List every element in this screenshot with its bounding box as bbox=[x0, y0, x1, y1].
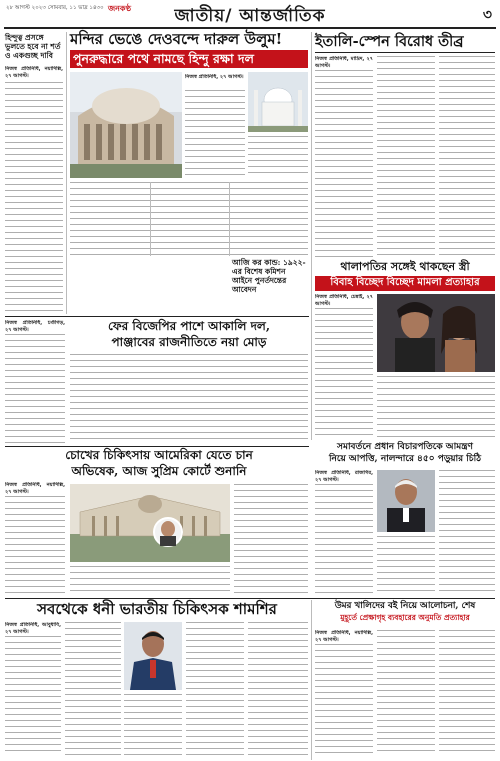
italy-spain-body-col2 bbox=[377, 56, 435, 258]
abhishek-headline-top: চোখের চিকিৎসায় আমেরিকা যেতে চান bbox=[65, 448, 253, 462]
hindu-left-byline: নিজস্ব প্রতিনিধি, নয়াদিল্লি, ২৭ আগস্ট। bbox=[5, 66, 63, 80]
masthead-logo: জনকণ্ঠ bbox=[108, 3, 132, 13]
section-title: জাতীয়/ আন্তর্জাতিক bbox=[174, 6, 326, 26]
deoband-body-bottom bbox=[70, 182, 308, 256]
section-rule bbox=[5, 598, 495, 599]
italy-spain-body-col1 bbox=[315, 70, 373, 258]
abhishek-headline-bottom: অভিষেক, আজ সুপ্রিম কোর্টে শুনানি bbox=[71, 464, 247, 478]
page-header bbox=[0, 0, 500, 28]
page-number: ৩ bbox=[482, 7, 492, 23]
doctor-body-col2 bbox=[65, 622, 121, 756]
deoband-photo bbox=[70, 72, 182, 178]
akali-body-col1 bbox=[5, 334, 65, 444]
deoband-body-col2 bbox=[248, 136, 308, 176]
nalanda-body-col3 bbox=[439, 470, 495, 594]
thalapathy-byline: নিজস্ব প্রতিনিধি, চেন্নাই, ২৭ আগস্ট। bbox=[315, 294, 373, 308]
hindu-left-headline: হিন্দুত্ব প্রসঙ্গে ভুলতে হবে না শর্ত ও একগুচ্ছ দাবি bbox=[5, 33, 61, 60]
umar-body-col1 bbox=[315, 644, 373, 756]
section-rule bbox=[5, 316, 309, 317]
deoband-byline: নিজস্ব প্রতিনিধি, ২৭ আগস্ট। bbox=[185, 74, 244, 80]
column-divider bbox=[150, 182, 151, 256]
thalapathy-headline-top: থালাপতির সঙ্গেই থাকছেন স্ত্রী bbox=[340, 260, 470, 273]
abhishek-body-col1 bbox=[5, 496, 65, 594]
column-divider bbox=[311, 600, 312, 760]
abhishek-body-col2 bbox=[70, 566, 230, 594]
doctor-byline: নিজস্ব প্রতিনিধি, আবুধাবি, ২৭ আগস্ট। bbox=[5, 622, 61, 636]
umar-byline: নিজস্ব প্রতিনিধি, নয়াদিল্লি, ২৭ আগস্ট। bbox=[315, 630, 373, 644]
deoband-headline-top: মন্দির ভেঙে দেওবন্দে দারুল উলুম! bbox=[70, 30, 283, 48]
nalanda-headline-bottom: নিয়ে আপত্তি, নালন্দারে ৪৫০ পড়ুয়ার চিঠি bbox=[328, 454, 482, 464]
akali-body bbox=[70, 354, 308, 442]
supreme-court-photo bbox=[70, 484, 230, 562]
thalapathy-headline-bottom: বিবাহ বিচ্ছেদ বিচ্ছেদ মামলা প্রত্যাহার bbox=[315, 276, 495, 291]
italy-spain-headline: ইতালি-স্পেন বিরোধ তীব্র bbox=[315, 33, 464, 50]
deoband-body-col1 bbox=[185, 90, 245, 176]
column-divider bbox=[311, 32, 312, 440]
italy-spain-body-col3 bbox=[439, 56, 495, 258]
doctor-body-col4 bbox=[186, 622, 244, 756]
chief-justice-photo bbox=[377, 470, 435, 532]
doctor-photo bbox=[124, 622, 182, 690]
deoband-headline-bottom: পুনরুদ্ধারে পথে নামছে হিন্দু রক্ষা দল bbox=[70, 50, 308, 68]
nalanda-headline-top: সমাবর্তনে প্রধান বিচারপতিকে আমন্ত্রণ bbox=[337, 442, 473, 452]
hindu-left-body bbox=[5, 82, 63, 312]
abhishek-body-col3 bbox=[234, 484, 308, 594]
umar-body-col3 bbox=[439, 630, 495, 756]
mosque-photo bbox=[248, 72, 308, 132]
doctor-body-col3 bbox=[124, 694, 182, 756]
doctor-headline: সবথেকে ধনী ভারতীয় চিকিৎসক শামশির bbox=[37, 600, 277, 618]
column-divider bbox=[229, 182, 230, 256]
doctor-body-col1 bbox=[5, 636, 61, 756]
thalapathy-body-col2 bbox=[377, 376, 495, 438]
column-divider bbox=[66, 32, 67, 314]
akali-headline-top: ফের বিজেপির পাশে আকালি দল, bbox=[107, 319, 271, 333]
date-line: ২৮ আগস্ট ২০২৩ সোমবার, ১১ ভাদ্র ১৪৩০ bbox=[6, 5, 104, 11]
abhishek-byline: নিজস্ব প্রতিনিধি, নয়াদিল্লি, ২৭ আগস্ট। bbox=[5, 482, 65, 496]
thalapathy-body-col1 bbox=[315, 308, 373, 438]
court-headline: আজি কর কান্ড: ১৯২২-এর বিশেষ কমিশন আইনে পুনর্তদন্তের আবেদন bbox=[232, 258, 306, 294]
akali-headline-bottom: পাঞ্জাবের রাজনীতিতে নয়া মোড় bbox=[111, 335, 267, 349]
doctor-body-col5 bbox=[248, 622, 308, 756]
italy-spain-byline: নিজস্ব প্রতিনিধি, মাদ্রিদ, ২৭ আগস্ট। bbox=[315, 56, 373, 70]
header-rule bbox=[4, 27, 496, 29]
umar-body-col2 bbox=[377, 630, 435, 756]
nalanda-byline: নিজস্ব প্রতিনিধি, রাজগির, ২৭ আগস্ট। bbox=[315, 470, 373, 484]
umar-headline-top: উমর খালিদের বই নিয়ে আলোচনা, শেষ bbox=[334, 601, 476, 611]
couple-photo bbox=[377, 294, 495, 372]
nalanda-body-col2 bbox=[377, 536, 435, 594]
headline-rule bbox=[315, 52, 495, 53]
section-rule bbox=[5, 446, 309, 447]
akali-byline: নিজস্ব প্রতিনিধি, চণ্ডীগড়, ২৭ আগস্ট। bbox=[5, 320, 65, 334]
nalanda-body-col1 bbox=[315, 484, 373, 594]
umar-headline-bottom: মুহূর্তে প্রেক্ষাগৃহ ব্যবহারের অনুমতি প্রত্যাহার bbox=[340, 613, 470, 622]
